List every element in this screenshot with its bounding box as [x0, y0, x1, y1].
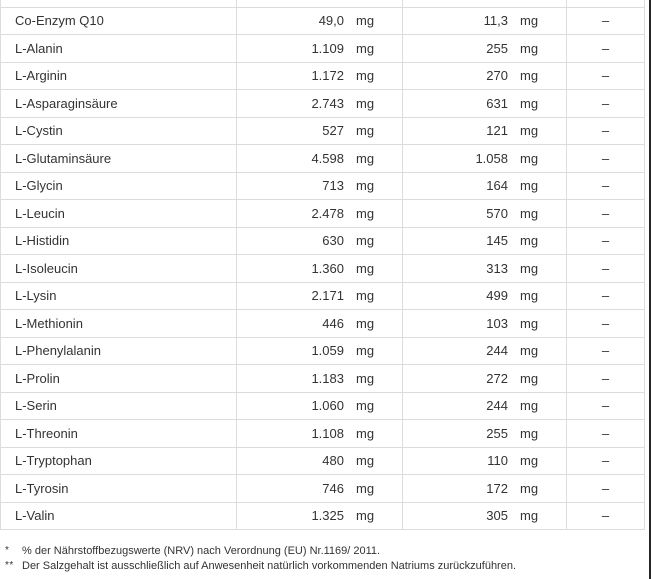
nutrient-name-cell	[1, 173, 237, 200]
nutrient-name-cell	[1, 90, 237, 117]
portion-amount-unit: mg	[520, 178, 539, 194]
nrv-value: –	[601, 40, 610, 56]
portion-amount-cell	[403, 365, 567, 392]
portion-amount-value: 121	[486, 123, 508, 139]
table-row-cutoff	[1, 0, 645, 8]
amount-value: 746	[322, 480, 344, 496]
nutrient-name: L-Glycin	[15, 178, 63, 194]
portion-amount-value: 270	[486, 68, 508, 84]
table-row	[1, 8, 645, 36]
amount-value: 1.325	[311, 508, 344, 524]
nutrient-name-cell	[1, 503, 237, 530]
portion-amount-unit: mg	[520, 480, 539, 496]
nrv-cell	[567, 0, 645, 7]
nrv-cell	[567, 338, 645, 365]
nrv-cell	[567, 200, 645, 227]
nutrient-name-cell	[1, 200, 237, 227]
portion-amount-value: 172	[486, 480, 508, 496]
portion-amount-value: 570	[486, 205, 508, 221]
amount-cell	[237, 365, 403, 392]
amount-cell	[237, 448, 403, 475]
amount-cell	[237, 283, 403, 310]
portion-amount-cell	[403, 393, 567, 420]
table-row	[1, 63, 645, 91]
portion-amount-value: 272	[486, 370, 508, 386]
amount-value: 4.598	[311, 150, 344, 166]
table-row	[1, 200, 645, 228]
portion-amount-value: 305	[486, 508, 508, 524]
nrv-cell	[567, 63, 645, 90]
nrv-value: –	[601, 508, 610, 524]
footnote-text: % der Nährstoffbezugswerte (NRV) nach Verordnung (EU) Nr.1169/ 2011.	[22, 545, 381, 557]
nrv-cell	[567, 420, 645, 447]
amount-cell	[237, 90, 403, 117]
nutrient-name: L-Cystin	[15, 123, 63, 139]
portion-amount-unit: mg	[520, 150, 539, 166]
nutrient-name: L-Leucin	[15, 205, 65, 221]
amount-value: 1.060	[311, 398, 344, 414]
amount-unit: mg	[356, 123, 375, 139]
amount-value: 2.478	[311, 205, 344, 221]
table-row	[1, 365, 645, 393]
amount-cell	[237, 63, 403, 90]
amount-unit: mg	[356, 343, 375, 359]
nutrient-name-cell	[1, 283, 237, 310]
amount-value: 480	[322, 453, 344, 469]
table-row	[1, 173, 645, 201]
amount-value: 446	[322, 315, 344, 331]
table-row	[1, 228, 645, 256]
nutrient-name-cell	[1, 255, 237, 282]
portion-amount-unit: mg	[520, 123, 539, 139]
amount-value: 2.171	[311, 288, 344, 304]
amount-cell	[237, 393, 403, 420]
nutrient-name-cell	[1, 63, 237, 90]
amount-cell	[237, 118, 403, 145]
nrv-value: –	[601, 315, 610, 331]
table-row	[1, 338, 645, 366]
amount-cell	[237, 173, 403, 200]
nutrient-name-cell	[1, 448, 237, 475]
portion-amount-unit: mg	[520, 453, 539, 469]
portion-amount-value: 103	[486, 315, 508, 331]
table-row	[1, 310, 645, 338]
amount-value: 1.109	[311, 40, 344, 56]
portion-amount-unit: mg	[520, 398, 539, 414]
nrv-cell	[567, 393, 645, 420]
portion-amount-unit: mg	[520, 260, 539, 276]
amount-unit: mg	[356, 260, 375, 276]
nrv-value: –	[601, 343, 610, 359]
amount-value: 527	[322, 123, 344, 139]
nrv-cell	[567, 173, 645, 200]
amount-value: 1.108	[311, 425, 344, 441]
portion-amount-unit: mg	[520, 315, 539, 331]
nutrient-name: L-Threonin	[15, 425, 78, 441]
portion-amount-cell	[403, 90, 567, 117]
table-row	[1, 35, 645, 63]
nutrient-name-cell	[1, 475, 237, 502]
nutrient-name-cell	[1, 145, 237, 172]
portion-amount-value: 110	[487, 453, 508, 469]
nutrient-name-cell	[1, 35, 237, 62]
amount-cell	[237, 420, 403, 447]
amount-value: 630	[322, 233, 344, 249]
portion-amount-cell	[403, 310, 567, 337]
portion-amount-cell	[403, 420, 567, 447]
nrv-value: –	[601, 398, 610, 414]
portion-amount-cell	[403, 503, 567, 530]
portion-amount-unit: mg	[520, 68, 539, 84]
table-row	[1, 503, 645, 531]
nutrient-name: L-Histidin	[15, 233, 70, 249]
portion-amount-cell	[403, 63, 567, 90]
table-row	[1, 145, 645, 173]
amount-unit: mg	[356, 178, 375, 194]
portion-amount-value: 255	[486, 425, 508, 441]
nrv-value: –	[601, 453, 610, 469]
amount-unit: mg	[356, 315, 375, 331]
amount-value: 1.183	[311, 370, 344, 386]
nrv-value: –	[601, 123, 610, 139]
portion-amount-cell	[403, 173, 567, 200]
amount-cell	[237, 0, 403, 7]
amount-unit: mg	[356, 40, 375, 56]
amount-unit: mg	[356, 233, 375, 249]
nutrient-name: L-Tyrosin	[15, 480, 69, 496]
amount-unit: mg	[356, 13, 375, 29]
nrv-cell	[567, 503, 645, 530]
nrv-cell	[567, 145, 645, 172]
amount-value: 2.743	[311, 95, 344, 111]
table-row	[1, 448, 645, 476]
table-row	[1, 393, 645, 421]
nrv-value: –	[601, 260, 610, 276]
nrv-value: –	[601, 480, 610, 496]
amount-cell	[237, 8, 403, 35]
amount-cell	[237, 338, 403, 365]
nrv-cell	[567, 35, 645, 62]
nrv-value: –	[601, 205, 610, 221]
portion-amount-unit: mg	[520, 425, 539, 441]
amount-unit: mg	[356, 508, 375, 524]
portion-amount-unit: mg	[520, 13, 539, 29]
portion-amount-cell	[403, 255, 567, 282]
nrv-value: –	[601, 288, 610, 304]
nrv-cell	[567, 283, 645, 310]
footnote-text: Der Salzgehalt ist ausschließlich auf Anwesenheit natürlich vorkommenden Natriums zurückzuführen.	[22, 559, 517, 572]
amount-unit: mg	[356, 480, 375, 496]
footnote-marker: **	[5, 559, 14, 571]
table-row	[1, 118, 645, 146]
nrv-cell	[567, 8, 645, 35]
table-row	[1, 90, 645, 118]
nutrient-name: L-Alanin	[15, 40, 63, 56]
footnote-marker: *	[5, 545, 10, 556]
amount-unit: mg	[356, 453, 375, 469]
table-row	[1, 283, 645, 311]
portion-amount-unit: mg	[520, 95, 539, 111]
portion-amount-value: 145	[486, 233, 508, 249]
nutrient-name: L-Lysin	[15, 288, 57, 304]
nrv-value: –	[601, 68, 610, 84]
nutrient-name: L-Isoleucin	[15, 260, 78, 276]
amount-value: 1.360	[311, 260, 344, 276]
portion-amount-value: 11,3	[483, 13, 508, 29]
nutrient-name-cell	[1, 228, 237, 255]
portion-amount-cell	[403, 448, 567, 475]
nutrient-name: L-Tryptophan	[15, 453, 92, 469]
nrv-cell	[567, 118, 645, 145]
portion-amount-unit: mg	[520, 288, 539, 304]
amount-cell	[237, 503, 403, 530]
nutrient-name: L-Prolin	[15, 370, 60, 386]
portion-amount-value: 499	[486, 288, 508, 304]
nutrient-name: Co-Enzym Q10	[15, 13, 104, 29]
footnotes	[5, 544, 645, 573]
portion-amount-value: 244	[486, 343, 508, 359]
portion-amount-cell	[403, 35, 567, 62]
amount-value: 49,0	[318, 13, 344, 29]
nutrient-name-cell	[1, 393, 237, 420]
amount-unit: mg	[356, 288, 375, 304]
nrv-value: –	[601, 178, 610, 194]
table-row	[1, 255, 645, 283]
nrv-cell	[567, 90, 645, 117]
portion-amount-unit: mg	[520, 508, 539, 524]
amount-unit: mg	[356, 95, 375, 111]
amount-unit: mg	[356, 205, 375, 221]
amount-value: 1.172	[311, 68, 344, 84]
portion-amount-cell	[403, 118, 567, 145]
nutrient-name-cell	[1, 310, 237, 337]
portion-amount-cell	[403, 475, 567, 502]
amount-cell	[237, 310, 403, 337]
nrv-cell	[567, 365, 645, 392]
nrv-value: –	[601, 95, 610, 111]
portion-amount-unit: mg	[520, 370, 539, 386]
portion-amount-value: 255	[486, 40, 508, 56]
portion-amount-cell	[403, 338, 567, 365]
portion-amount-unit: mg	[520, 233, 539, 249]
portion-amount-value: 631	[486, 95, 508, 111]
nutrient-name: L-Serin	[15, 398, 57, 414]
nutrient-name-cell	[1, 365, 237, 392]
portion-amount-value: 1.058	[475, 150, 508, 166]
amount-cell	[237, 475, 403, 502]
nutrient-name: L-Glutaminsäure	[15, 150, 112, 166]
portion-amount-cell	[403, 8, 567, 35]
amount-unit: mg	[356, 68, 375, 84]
amount-unit: mg	[356, 150, 375, 166]
nrv-value: –	[601, 425, 610, 441]
nutrient-name-cell	[1, 338, 237, 365]
portion-amount-unit: mg	[520, 343, 539, 359]
amount-value: 713	[322, 178, 344, 194]
nutrient-name-cell	[1, 420, 237, 447]
portion-amount-value: 164	[486, 178, 508, 194]
portion-amount-cell	[403, 228, 567, 255]
portion-amount-value: 244	[486, 398, 508, 414]
nrv-value: –	[601, 13, 610, 29]
nrv-cell	[567, 255, 645, 282]
portion-amount-cell	[403, 283, 567, 310]
amount-cell	[237, 255, 403, 282]
portion-amount-cell	[403, 0, 567, 7]
nutrient-name-cell	[1, 118, 237, 145]
table-row	[1, 420, 645, 448]
footnote-nrv	[5, 544, 645, 559]
amount-cell	[237, 228, 403, 255]
nrv-cell	[567, 448, 645, 475]
portion-amount-cell	[403, 145, 567, 172]
nrv-cell	[567, 310, 645, 337]
nrv-cell	[567, 475, 645, 502]
amount-unit: mg	[356, 425, 375, 441]
amount-cell	[237, 35, 403, 62]
table-row	[1, 475, 645, 503]
amount-cell	[237, 145, 403, 172]
nutrient-name: L-Methionin	[15, 315, 83, 331]
portion-amount-cell	[403, 200, 567, 227]
footnote-salt	[5, 559, 645, 574]
nutrient-name: L-Arginin	[15, 68, 68, 84]
nrv-value: –	[601, 150, 610, 166]
portion-amount-value: 313	[486, 260, 508, 276]
amount-unit: mg	[356, 398, 375, 414]
nutrient-name: L-Phenylalanin	[15, 343, 102, 359]
nrv-value: –	[601, 370, 610, 386]
amount-unit: mg	[356, 370, 375, 386]
amount-value: 1.059	[311, 343, 344, 359]
nrv-value: –	[601, 233, 610, 249]
nrv-cell	[567, 228, 645, 255]
nutrient-name-cell	[1, 8, 237, 35]
nutrient-name-cell	[1, 0, 237, 7]
portion-amount-unit: mg	[520, 205, 539, 221]
portion-amount-unit: mg	[520, 40, 539, 56]
nutrient-name: L-Asparaginsäure	[15, 95, 118, 111]
amount-cell	[237, 200, 403, 227]
nutrient-name: L-Valin	[15, 508, 55, 524]
